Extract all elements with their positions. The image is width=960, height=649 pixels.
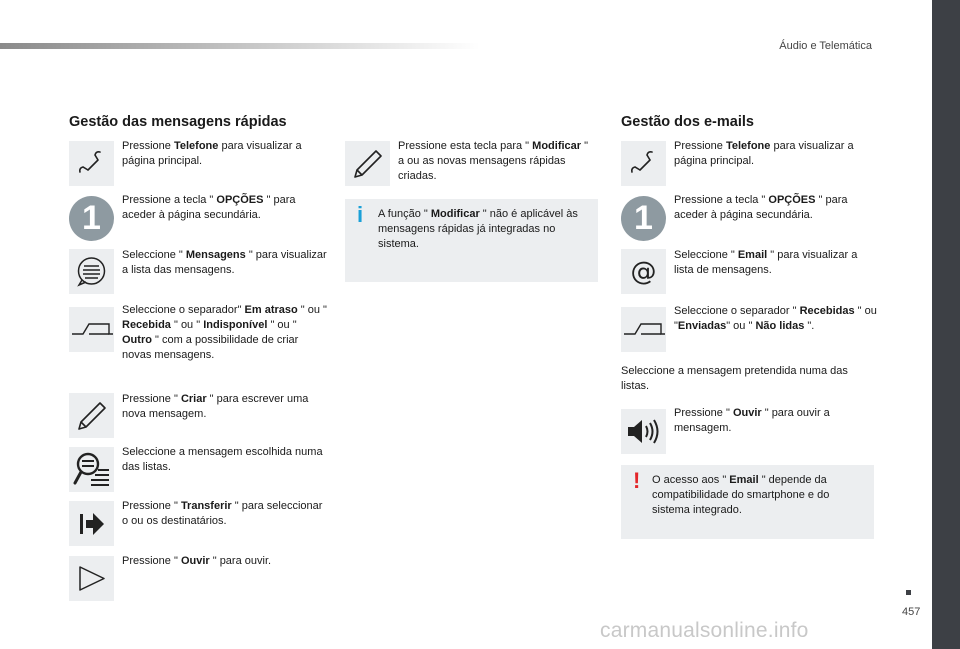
left-step-7-text: Pressione " Transferir " para seleccionar o ou os destinatários. xyxy=(122,500,323,527)
left-section-title: Gestão das mensagens rápidas xyxy=(69,114,287,130)
left-step-5-text: Pressione " Criar " para escrever uma nova mensagem. xyxy=(122,393,309,420)
info-icon: i xyxy=(357,202,364,227)
magnifier-list-icon xyxy=(69,447,114,492)
phone-icon xyxy=(621,141,666,186)
listen-step-text: Pressione " Ouvir " para ouvir a mensagem. xyxy=(674,407,830,434)
watermark: carmanualsonline.info xyxy=(600,619,809,642)
page-number: 457 xyxy=(902,606,921,618)
page-edge-sidebar xyxy=(932,0,960,649)
info-note xyxy=(345,199,598,282)
step-number-1-circle: 1 xyxy=(621,196,666,241)
right-section-title: Gestão dos e-mails xyxy=(621,114,754,130)
tab-separator-icon xyxy=(69,307,114,352)
modify-step-text: Pressione esta tecla para " Modificar " a ou as novas mensagens rápidas criadas. xyxy=(398,140,589,182)
left-step-8-text: Pressione " Ouvir " para ouvir. xyxy=(122,555,272,567)
pencil-icon xyxy=(69,393,114,438)
warning-icon: ! xyxy=(633,468,641,493)
message-list-icon xyxy=(69,249,114,294)
speaker-icon xyxy=(621,409,666,454)
warning-note-text: O acesso aos " Email " depende da compatibilidade do smartphone e do sistema integrado. xyxy=(652,474,830,516)
play-triangle-icon xyxy=(69,556,114,601)
modify-pencil-icon xyxy=(345,141,390,186)
left-step-3-text: Seleccione " Mensagens " para visualizar a lista das mensagens. xyxy=(122,249,327,276)
right-step-3-text: Seleccione " Email " para visualizar a lista de mensagens. xyxy=(674,249,858,276)
info-note-text: A função " Modificar " não é aplicável às mensagens rápidas já integradas no sistema. xyxy=(378,208,578,250)
phone-icon xyxy=(69,141,114,186)
at-sign-icon xyxy=(621,249,666,294)
tab-separator-icon xyxy=(621,307,666,352)
left-step-1-text: Pressione Telefone para visualizar a página principal. xyxy=(122,140,302,167)
right-step-1-text: Pressione Telefone para visualizar a página principal. xyxy=(674,140,854,167)
transfer-arrow-icon xyxy=(69,501,114,546)
header-gradient-bar xyxy=(0,43,480,49)
left-step-4-text: Seleccione o separador" Em atraso " ou " Recebida " ou " Indisponível " ou " Outro " com a possibilidade de criar novas mensagens. xyxy=(122,304,327,361)
step-number-1-circle: 1 xyxy=(69,196,114,241)
left-step-2-text: Pressione a tecla " OPÇÕES " para aceder à página secundária. xyxy=(122,194,296,221)
select-message-text: Seleccione a mensagem pretendida numa das listas. xyxy=(621,365,848,392)
section-title: Áudio e Telemática xyxy=(779,40,872,52)
right-step-4-text: Seleccione o separador " Recebidas " ou "Enviadas" ou " Não lidas ". xyxy=(674,305,877,332)
left-step-6-text: Seleccione a mensagem escolhida numa das listas. xyxy=(122,446,323,473)
svg-text:@: @ xyxy=(630,257,657,287)
warning-note xyxy=(621,465,874,539)
right-step-2-text: Pressione a tecla " OPÇÕES " para aceder à página secundária. xyxy=(674,194,848,221)
page-marker xyxy=(906,590,911,595)
